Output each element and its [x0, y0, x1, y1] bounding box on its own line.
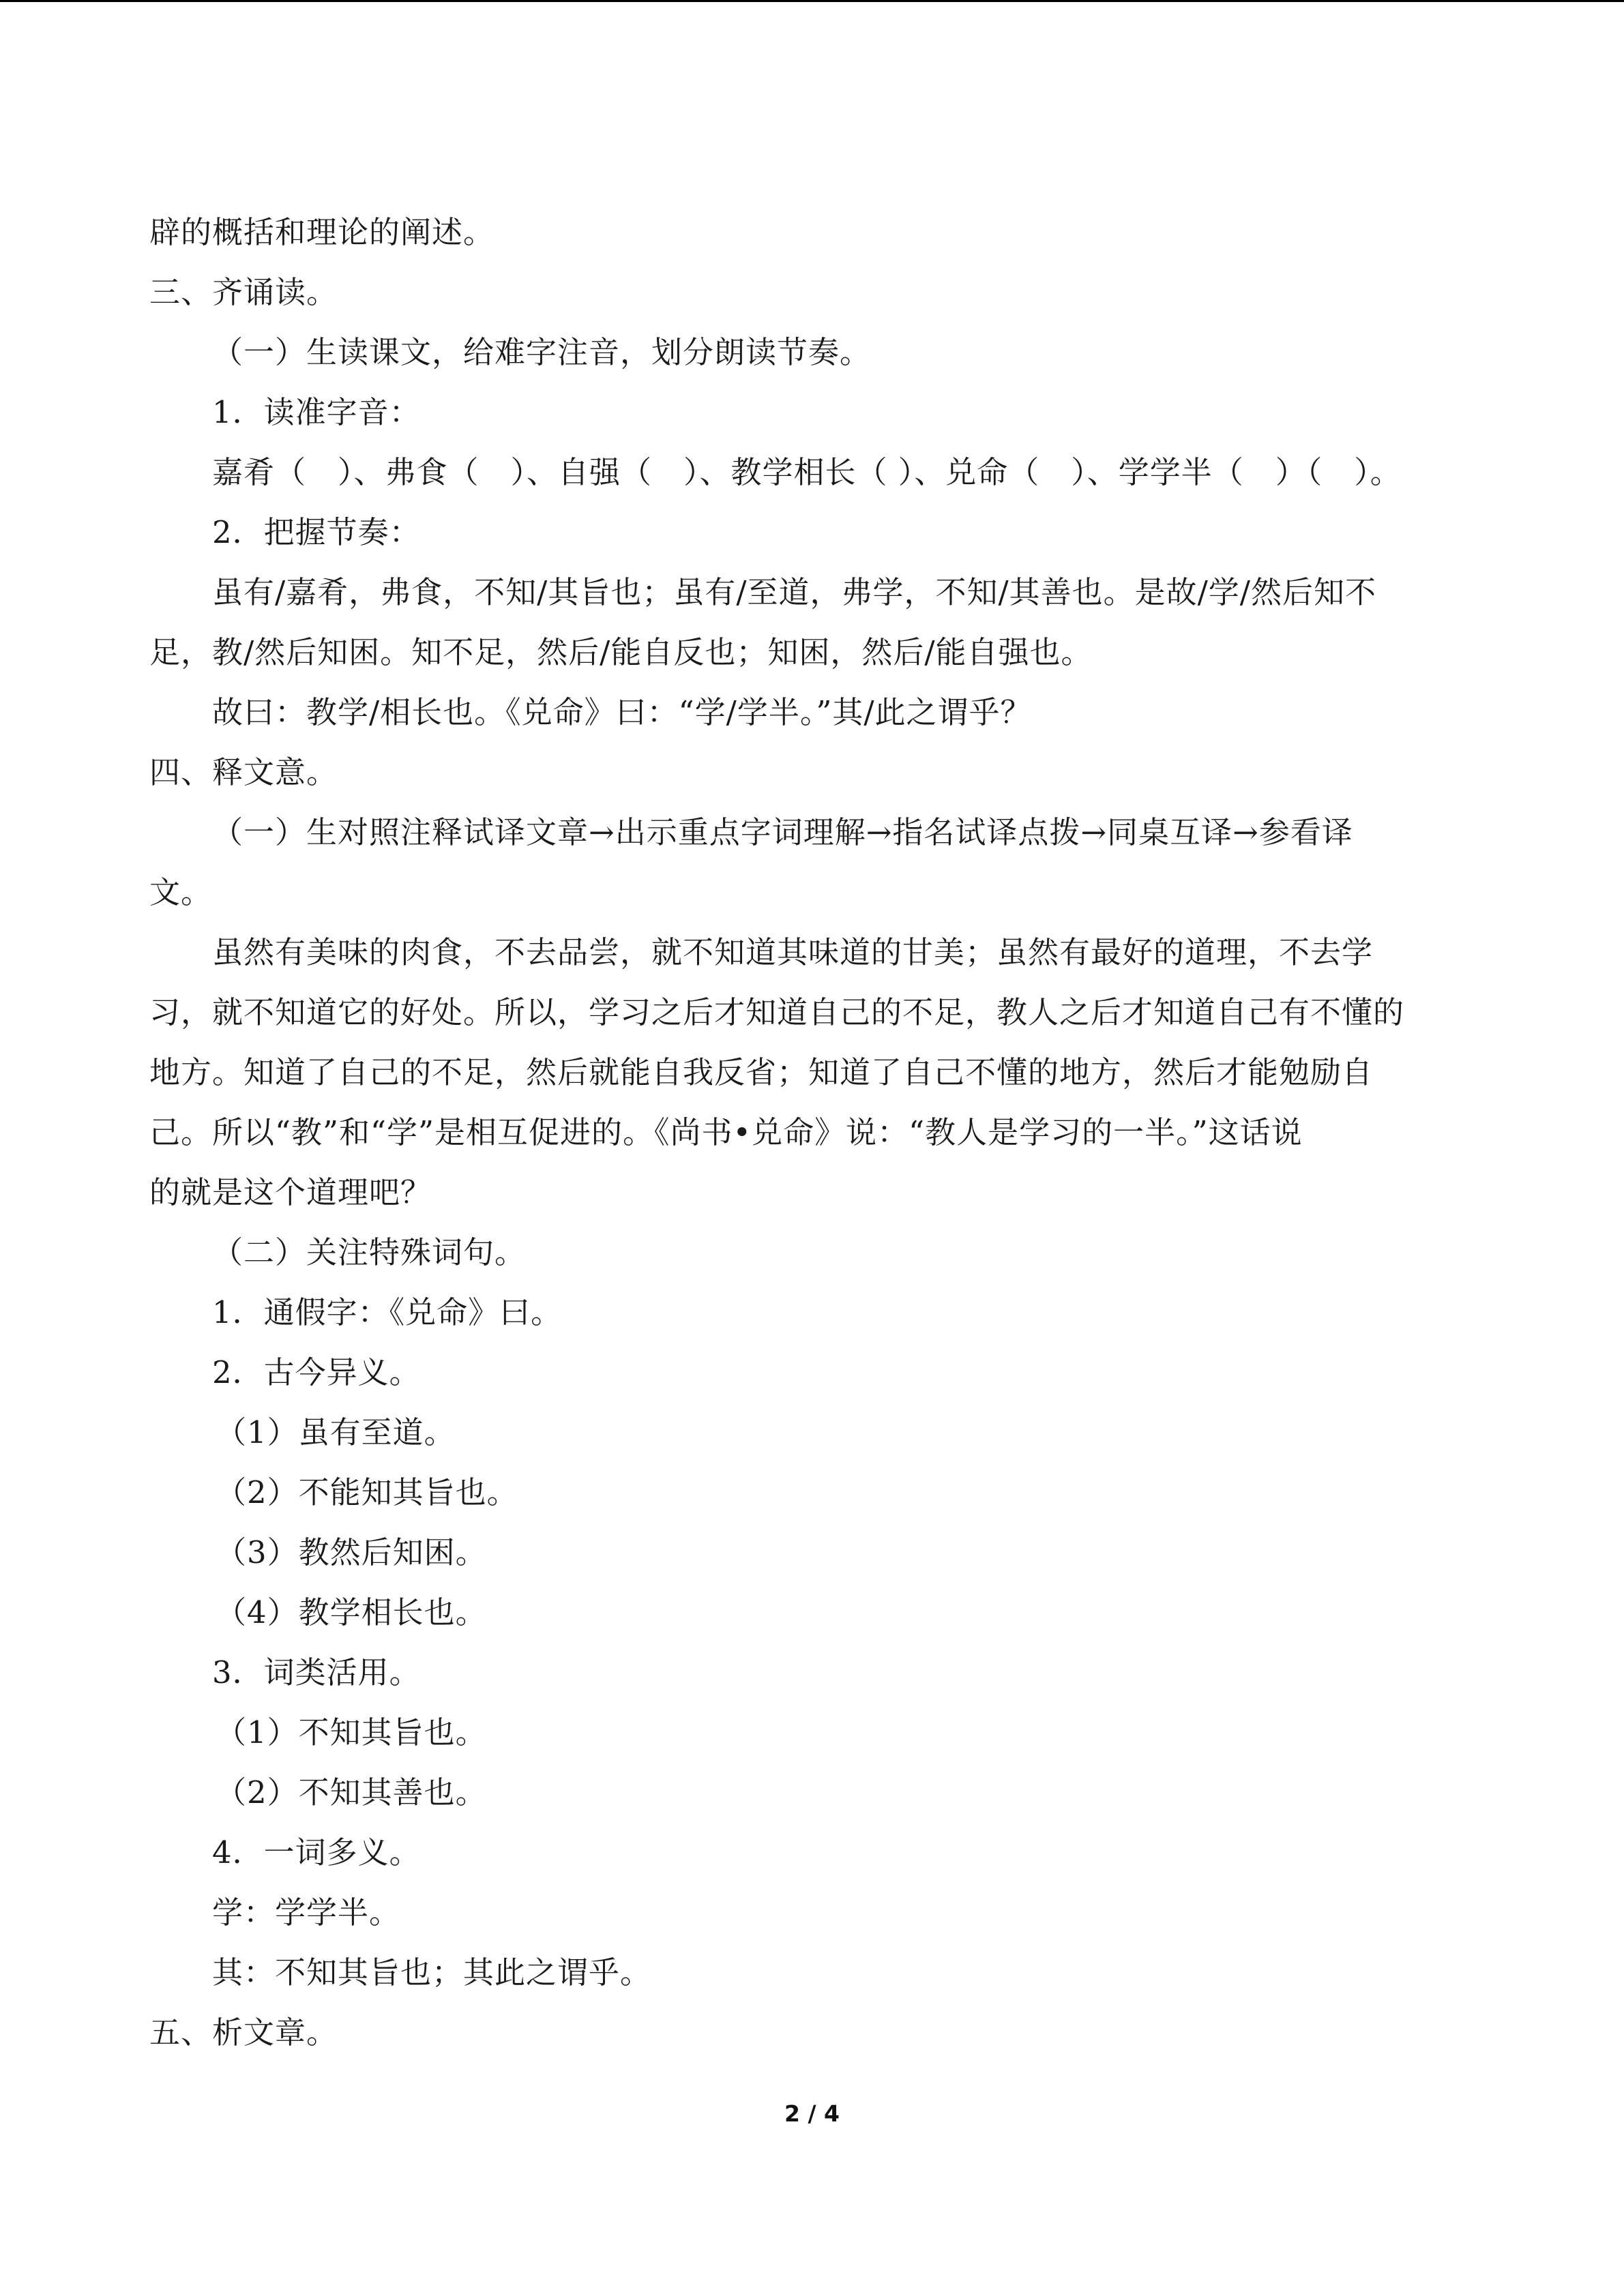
text-line: 习，就不知道它的好处。所以，学习之后才知道自己的不足，教人之后才知道自己有不懂的	[149, 994, 1405, 1030]
text-line: 4．一词多义。	[212, 1834, 421, 1870]
text-line: 3．词类活用。	[212, 1654, 421, 1690]
text-line: （1）不知其旨也。	[216, 1714, 487, 1750]
text-line: （2）不能知其旨也。	[216, 1474, 518, 1510]
section-heading: 五、析文章。	[149, 2014, 338, 2051]
text-line: （1）虽有至道。	[216, 1414, 456, 1450]
text-line: 地方。知道了自己的不足，然后就能自我反省；知道了自己不懂的地方，然后才能勉励自	[149, 1054, 1374, 1090]
text-line: 嘉肴（ ）、弗食（ ）、自强（ ）、教学相长（ ）、兑命（ ）、学学半（ ）（ ）。	[212, 454, 1402, 490]
text-line: 己。所以“教”和“学”是相互促进的。《尚书•兑命》说：“教人是学习的一半。”这话说	[149, 1114, 1303, 1150]
text-line: 其：不知其旨也；其此之谓乎。	[212, 1954, 652, 1991]
text-line: （4）教学相长也。	[216, 1594, 487, 1630]
text-line: 1．读准字音：	[212, 394, 421, 430]
page-number: 2 / 4	[784, 2100, 840, 2127]
text-line: 辟的概括和理论的阐述。	[149, 214, 495, 250]
text-line: 的就是这个道理吧？	[149, 1174, 432, 1210]
text-line: 2．古今异义。	[212, 1354, 421, 1390]
top-border	[0, 0, 1624, 2]
text-line: 虽然有美味的肉食，不去品尝，就不知道其味道的甘美；虽然有最好的道理，不去学	[212, 934, 1374, 970]
text-line: 虽有/嘉肴，弗食，不知/其旨也；虽有/至道，弗学，不知/其善也。是故/学/然后知不	[212, 574, 1376, 610]
text-line: （3）教然后知困。	[216, 1534, 487, 1570]
section-heading: 四、释文意。	[149, 754, 338, 790]
text-line: 1．通假字：《兑命》曰。	[212, 1294, 563, 1330]
text-line: 2．把握节奏：	[212, 514, 421, 550]
text-line: （2）不知其善也。	[216, 1774, 487, 1810]
subsection-heading: （一）生读课文，给难字注音，划分朗读节奏。	[212, 334, 872, 370]
subsection-heading: （二）关注特殊词句。	[212, 1234, 527, 1270]
text-line: 学：学学半。	[212, 1894, 401, 1930]
section-heading: 三、齐诵读。	[149, 274, 338, 310]
document-body	[149, 203, 1462, 2063]
text-line: 文。	[149, 874, 213, 910]
text-line: 足，教/然后知困。知不足，然后/能自反也；知困，然后/能自强也。	[149, 634, 1093, 670]
subsection-heading: （一）生对照注释试译文章→出示重点字词理解→指名试译点拨→同桌互译→参看译	[212, 814, 1353, 850]
text-line: 故曰：教学/相长也。《兑命》曰：“学/学半。”其/此之谓乎？	[212, 694, 1032, 730]
